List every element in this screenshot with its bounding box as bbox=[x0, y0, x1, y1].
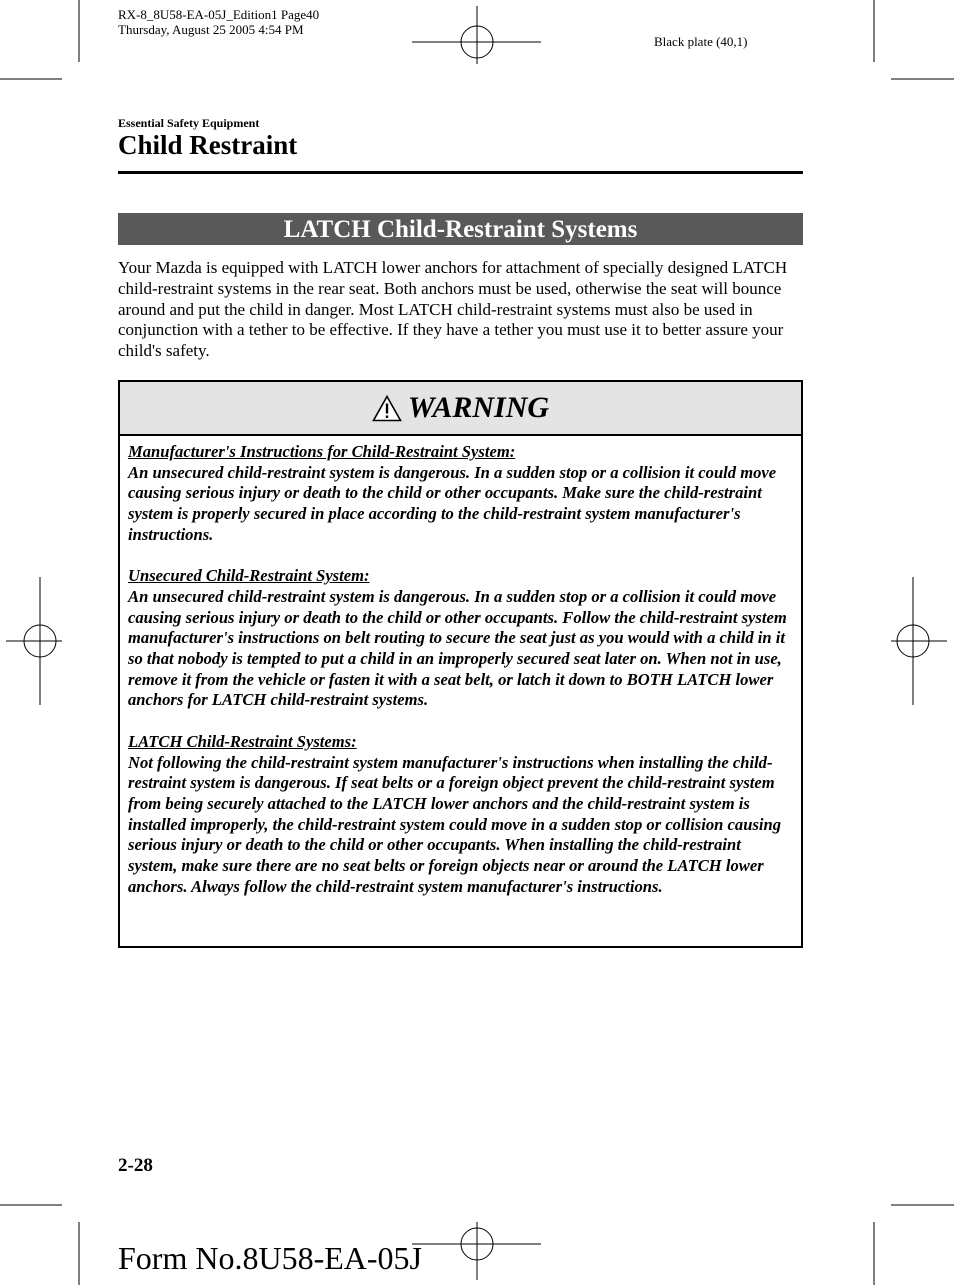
section-label: Essential Safety Equipment bbox=[118, 116, 260, 130]
plate-label: Black plate (40,1) bbox=[654, 34, 748, 49]
warning-item bbox=[128, 566, 793, 711]
page-number: 2-28 bbox=[118, 1155, 153, 1176]
warning-item bbox=[128, 732, 793, 898]
warning-item-heading: LATCH Child-Restraint Systems: bbox=[128, 731, 357, 751]
warning-item-text: Not following the child-restraint system manufacturer's instructions when installing the child-restraint system is dangerous. If seat belts or a foreign object prevent the child-restraint system from being securely attached to the LATCH lower anchors and the child-restraint system is installed improperly, the child-restraint system could move in a sudden stop or collision causing serious injury or death to the child or other occupants. When installing the child-restraint system, make sure there are no seat belts or foreign objects near or around the LATCH lower anchors. Always follow the child-restraint system manufacturer's instructions. bbox=[128, 752, 782, 896]
warning-item-heading: Manufacturer's Instructions for Child-Restraint System: bbox=[128, 442, 516, 461]
chapter-title: Child Restraint bbox=[118, 130, 298, 160]
warning-title: WARNING bbox=[407, 391, 550, 424]
warning-item-heading: Unsecured Child-Restraint System: bbox=[128, 566, 370, 586]
warning-item-text: An unsecured child-restraint system is dangerous. In a sudden stop or a collision it could move causing serious injury or death to the child or other occupants. Make sure the child-restraint system is properly secured in place according to the child-restraint system manufacturer's instructions. bbox=[128, 462, 777, 544]
form-number: Form No.8U58-EA-05J bbox=[118, 1240, 422, 1276]
warning-header bbox=[120, 382, 801, 436]
warning-item-text: An unsecured child-restraint system is dangerous. In a sudden stop or a collision it could move causing serious injury or death to the child or other occupants. Follow the child-restraint system manufacturer's instructions on belt routing to secure the seat just as you would with a child in it so that nobody is tempted to put a child in an improperly secured seat later on. When not in use, remove it from the vehicle or fasten it with a seat belt, or latch it down to BOTH LATCH lower anchors for LATCH child-restraint systems. bbox=[128, 586, 787, 710]
warning-item bbox=[128, 442, 793, 546]
warning-triangle-icon bbox=[372, 395, 402, 422]
print-job-info bbox=[118, 7, 319, 37]
section-banner: LATCH Child-Restraint Systems bbox=[118, 213, 803, 245]
title-rule bbox=[118, 171, 803, 174]
print-job-line-2: Thursday, August 25 2005 4:54 PM bbox=[118, 22, 304, 37]
warning-box bbox=[118, 380, 803, 948]
intro-paragraph: Your Mazda is equipped with LATCH lower anchors for attachment of specially designed LATCH child-restraint systems in the rear seat. Both anchors must be used, otherwise the seat will bounce around and put the child in danger. Most LATCH child-restraint systems must also be used in conjunction with a tether to be effective. If they have a tether you must use it to better assure your child's safety. bbox=[118, 258, 788, 361]
print-job-line-1: RX-8_8U58-EA-05J_Edition1 Page40 bbox=[118, 7, 320, 22]
warning-body bbox=[120, 436, 801, 897]
